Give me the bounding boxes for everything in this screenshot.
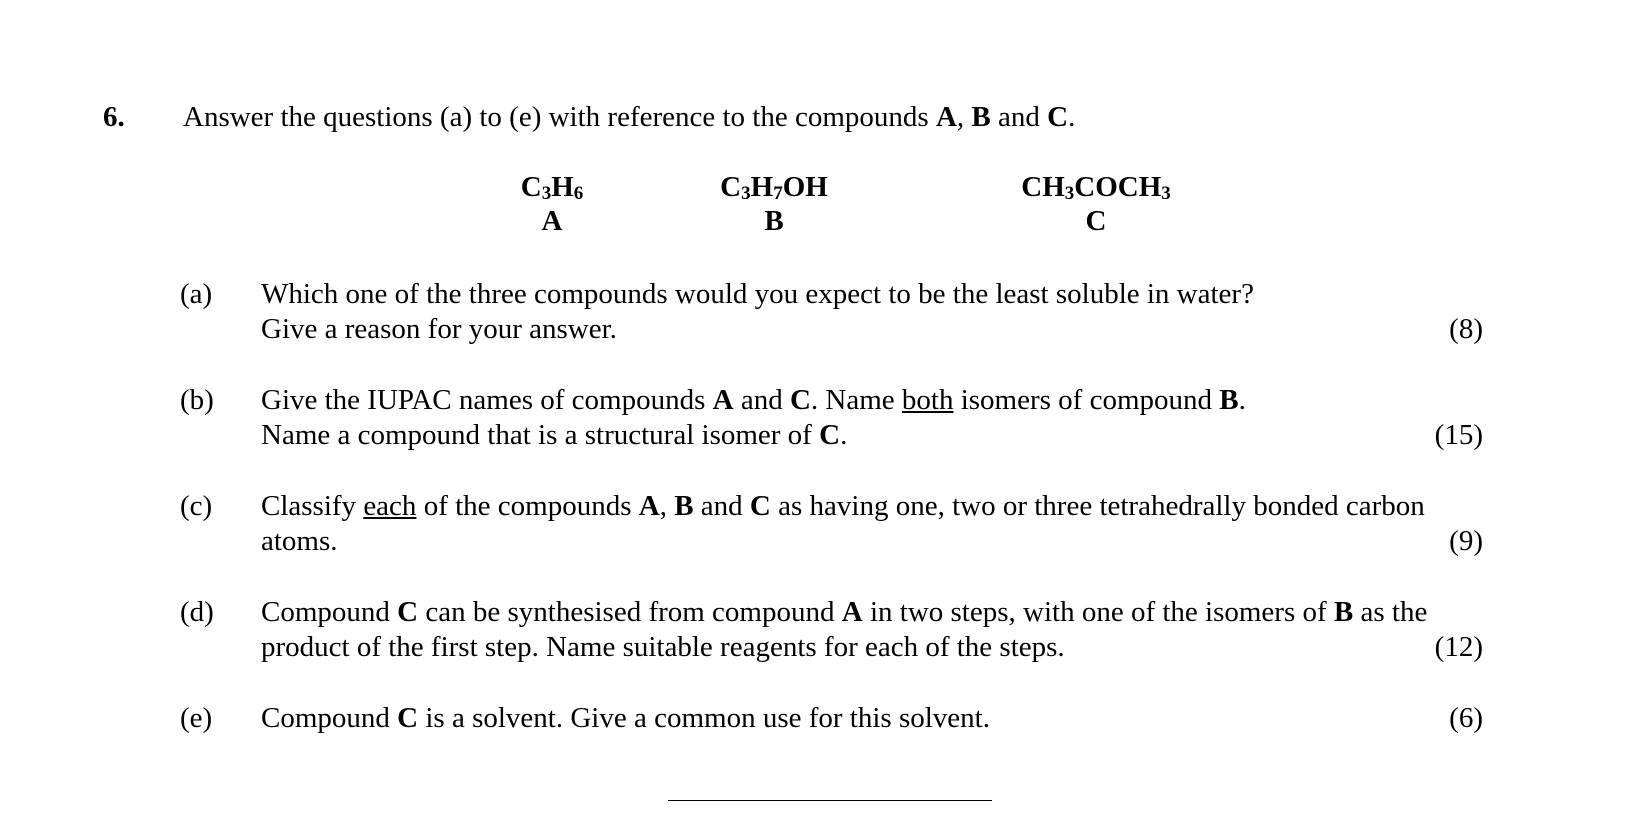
part-text (261, 489, 1501, 559)
compound-formula: $C_3H_6$ (520, 171, 584, 204)
part-label: (d) (180, 596, 214, 628)
part-text (261, 383, 1501, 453)
part-line: Give the IUPAC names of compounds A and C. Name both isomers of compound B. (261, 384, 1246, 416)
compound-label: A (541, 205, 563, 237)
compound-c (1021, 170, 1171, 238)
compound-a (521, 170, 584, 238)
part-text (261, 595, 1501, 665)
intro-compound-a: A (935, 101, 957, 133)
compound-label: B (764, 205, 784, 237)
marks: (9) (1449, 525, 1483, 557)
part-line: Which one of the three compounds would you expect to be the least soluble in water? (261, 278, 1254, 310)
intro-period: . (1068, 101, 1076, 133)
part-text (261, 277, 1501, 347)
intro-separator: , (956, 101, 972, 133)
marks: (6) (1449, 702, 1483, 734)
intro-compound-b: B (971, 101, 991, 133)
marks: (8) (1449, 313, 1483, 345)
part-line: Give a reason for your answer. (261, 313, 617, 345)
part-line: product of the first step. Name suitable reagents for each of the steps. (261, 631, 1065, 663)
marks: (15) (1434, 419, 1483, 451)
marks: (12) (1434, 631, 1483, 663)
part-line: atoms. (261, 525, 338, 557)
part-label: (b) (180, 384, 214, 416)
intro-compound-c: C (1047, 101, 1069, 133)
part-line: Name a compound that is a structural isomer of C. (261, 419, 848, 451)
compound-formula: $CH_3COCH_3$ (1021, 171, 1171, 204)
part-line: Classify each of the compounds A, B and C as having one, two or three tetrahedrally bonded carbon (261, 490, 1425, 522)
intro-text: Answer the questions (a) to (e) with reference to the compounds (183, 101, 936, 133)
compound-b (720, 170, 828, 238)
intro-separator: and (990, 101, 1048, 133)
part-label: (a) (180, 278, 213, 310)
part-line: Compound C can be synthesised from compound A in two steps, with one of the isomers of B as the (261, 596, 1428, 628)
end-of-question-rule (668, 800, 992, 801)
compound-formula: $C_3H_7OH$ (720, 171, 828, 204)
part-line: Compound C is a solvent. Give a common use for this solvent. (261, 702, 990, 734)
part-label: (e) (180, 702, 213, 734)
question-number: 6. (103, 101, 125, 133)
part-label: (c) (180, 490, 213, 522)
compound-label: C (1085, 205, 1107, 237)
part-text (261, 701, 1501, 736)
question-intro (183, 100, 1075, 135)
